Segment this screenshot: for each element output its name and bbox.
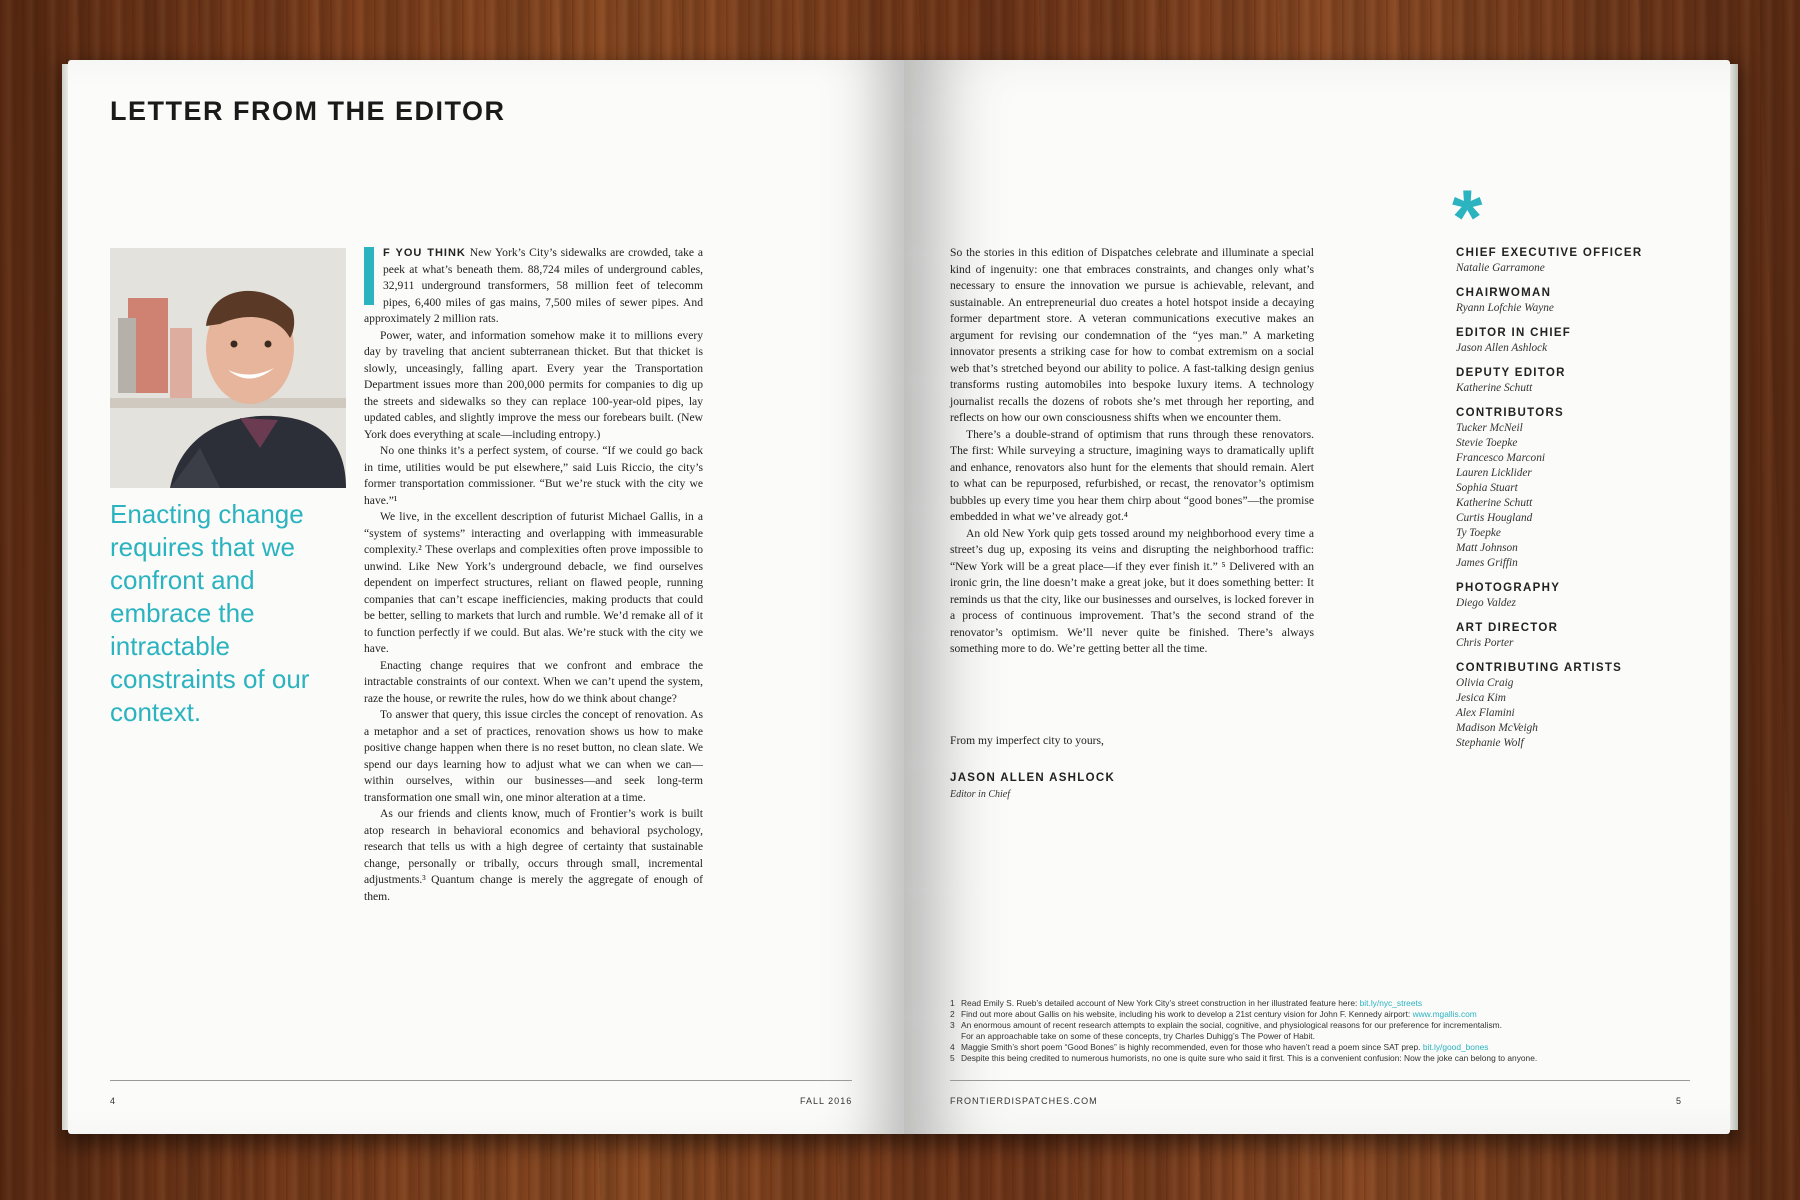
website-label: FRONTIERDISPATCHES.COM [950,1096,1098,1106]
asterisk-icon: * [1452,173,1483,261]
masthead-role: EDITOR IN CHIEF [1456,327,1572,339]
page-number-left: 4 [110,1096,117,1106]
masthead-name: Katherine Schutt [1456,497,1533,509]
footnotes [950,998,1690,1064]
masthead-name: Stephanie Wolf [1456,737,1524,749]
masthead-name: Diego Valdez [1456,597,1516,609]
paragraph-7: As our friends and clients know, much of Frontier’s work is built atop research in behavioral economics and behavioral psychology, research that tells us with a high degree of certainty that sustainable change, personally or tribally, occurs through small, incremental adjustments.³ Quantum change is merely the aggregate of enough of them. [364,807,703,903]
footnote-number: 3 [950,1020,955,1030]
masthead-name: Madison McVeigh [1456,722,1538,734]
masthead-name: Chris Porter [1456,637,1514,649]
masthead-role: CONTRIBUTING ARTISTS [1456,662,1623,674]
masthead-group [1456,621,1696,651]
footnote-number: 5 [950,1053,955,1063]
issue-label: FALL 2016 [800,1096,853,1106]
page-number-right: 5 [1676,1096,1683,1106]
masthead-role: CHIEF EXECUTIVE OFFICER [1456,247,1643,259]
masthead-name: James Griffin [1456,557,1518,569]
paragraph-4: We live, in the excellent description of futurist Michael Gallis, in a “system of systems” interacting and overlapping with immeasurable complexity.² These overlaps and complexities often prove impossible to unwind. Like New York’s underground debacle, we find ourselves dependent on imperfect structures, reliant on flawed people, running companies that can’t escape inefficiencies, making products that could be better, selling to markets that lurch and rumble. We’d remake all of it to function perfectly if we could. But alas. We’re stuck with the city we have. [364,510,703,655]
footnote-text: Maggie Smith’s short poem “Good Bones” is highly recommended, even for those who haven’t read a poem since SAT prep. [961,1042,1423,1052]
footnote [950,998,1690,1009]
masthead-name: Katherine Schutt [1456,382,1533,394]
paragraph-2: Power, water, and information somehow make it to millions every day by traveling that ancient subterranean thicket. But that thicket is slowly, unceasingly, falling apart. Every year the Transportation Department issues more than 200,000 permits for companies to dig up the streets and sidewalks so they can replace 100-year-old pipes, lay updated cables, and slightly improve the mess our forebears built. (New York does everything at scale—including entropy.) [364,328,703,441]
masthead-name: Curtis Hougland [1456,512,1533,524]
footnote-text: Despite this being credited to numerous humorists, no one is quite sure who said it first. This is a convenient confusion: Now the joke can belong to anyone. [961,1053,1538,1063]
masthead-name: Olivia Craig [1456,677,1514,689]
masthead-name: Ryann Lofchie Wayne [1456,302,1554,314]
footnote-text: Find out more about Gallis on his website, including his work to develop a 21st century vision for John F. Kennedy airport: [961,1009,1413,1019]
masthead-group [1456,366,1696,396]
pullquote: Enacting change requires that we confront and embrace the intractable constraints of our context. [110,499,310,727]
paragraph-8: So the stories in this edition of Dispatches celebrate and illuminate a special kind of ingenuity: one that embraces constraints, and changes only what’s necessary to ensure the innovation we pursue is achievable, relevant, and sustainable. An entrepreneurial duo creates a hotel hotspot inside a decaying former department store. A veteran communications executive makes an argument for revising our condemnation of the “yes man.” A marketing innovator presents a striking case for how to combat extremism on a social web that’s stretched beyond our ability to police. A fast-talking design genius transforms rusting automobiles into bespoke luxury items. A technology journalist recalls the dozens of robots she’s met through her reporting, and reflects on how our own consciousness shifts when we encounter them. [950,246,1314,424]
left-page [68,60,904,1134]
signature-name: JASON ALLEN ASHLOCK [950,772,1116,784]
masthead-name: Sophia Stuart [1456,482,1518,494]
masthead-name: Alex Flamini [1456,707,1515,719]
footnote-number: 2 [950,1009,955,1019]
closing-line: From my imperfect city to yours, [950,734,1104,747]
masthead-group [1456,326,1696,356]
masthead-name: Lauren Licklider [1456,467,1532,479]
paragraph-10: An old New York quip gets tossed around my neighborhood every time a street’s dug up, exposing its veins and disrupting the neighborhood traffic: “New York will be a great place—if they ever finish it.” ⁵ Delivered with an ironic grin, the line doesn’t make a great joke, but it does something better: It reminds us that the city, like our businesses and ourselves, is locked forever in a process of continuous improvement. That’s the second strand of the renovator’s optimism. We’ll never quite be finished. There’s always something more to do. We’re getting better all the time. [950,526,1314,655]
paragraph-3: No one thinks it’s a perfect system, of course. “If we could go back in time, utilities would be put elsewhere,” said Luis Riccio, the city’s former transportation commissioner. “But we’re stuck with the city we have.”¹ [364,444,703,507]
masthead-group [1456,246,1696,276]
footnote-number: 4 [950,1042,955,1052]
footnote [950,1042,1690,1053]
footnote-number: 1 [950,998,955,1008]
masthead-name: Tucker McNeil [1456,422,1523,434]
footnote-link[interactable]: bit.ly/good_bones [1422,1042,1489,1052]
signature-title: Editor in Chief [950,789,1010,800]
masthead-role: DEPUTY EDITOR [1456,367,1566,379]
masthead-group [1456,661,1696,751]
footnote-link[interactable]: www.mgallis.com [1412,1009,1477,1019]
masthead-name: Jesica Kim [1456,692,1506,704]
footnote [950,1009,1690,1020]
masthead-role: PHOTOGRAPHY [1456,582,1561,594]
masthead-name: Ty Toepke [1456,527,1501,539]
masthead-name: Natalie Garramone [1456,262,1545,274]
masthead-role: CHAIRWOMAN [1456,287,1552,299]
masthead [1456,246,1696,761]
masthead-group [1456,286,1696,316]
footnote [950,1053,1690,1064]
paragraph-1: F YOU THINK New York’s City’s sidewalks are crowded, take a peek at what’s beneath them. 88,724 miles of underground cables, 32,911 underground transformers, 58 million feet of telecomm pipes, 6,400 miles of gas mains, 7,500 miles of sewer pipes. And approximately 2 million rats. [364,246,704,325]
paragraph-9: There’s a double-strand of optimism that runs through these renovators. The first: While surveying a structure, imagining ways to dramatically uplift and enhance, renovators also hunt for the elements that should remain. Alert to what can be repurposed, refurbished, or recast, the renovator’s optimism bubbles up every time you hear them chirp about “good bones”—the promise embedded in what we’ve already got.⁴ [950,427,1314,523]
footnote-text: Read Emily S. Rueb’s detailed account of New York City’s street construction in her illustrated feature here: [961,998,1360,1008]
footnote [950,1020,1690,1031]
paragraph-5: Enacting change requires that we confront and embrace the intractable constraints of our context. When we can’t upend the system, raze the house, or rewrite the rules, how do we think about change? [364,658,703,705]
footer-rule-right [950,1080,1690,1081]
masthead-group [1456,406,1696,571]
masthead-name: Stevie Toepke [1456,437,1518,449]
drop-cap-bar [364,247,374,305]
footnote [950,1031,1690,1042]
section-title: LETTER FROM THE EDITOR [110,96,506,126]
letter-body-right [950,245,1314,658]
footnote-text: An enormous amount of recent research attempts to explain the social, cognitive, and physiological reasons for our preference for incrementalism. [961,1020,1502,1030]
masthead-role: CONTRIBUTORS [1456,407,1565,419]
footnote-text: For an approachable take on some of these concepts, try Charles Duhigg’s The Power of Habit. [961,1031,1315,1041]
masthead-name: Jason Allen Ashlock [1456,342,1548,354]
paragraph-6: To answer that query, this issue circles the concept of renovation. As a metaphor and a set of practices, renovation shows us how to make positive change happen when there is no reset button, no clean slate. We spend our days learning how to adjust what we can when we can—within ourselves, within our businesses—and seek long-term transformation one small win, one minor alteration at a time. [364,708,703,804]
editor-portrait [110,248,346,488]
letter-body-left [364,245,703,905]
footnote-number [950,1031,961,1042]
masthead-name: Francesco Marconi [1456,452,1545,464]
right-page [904,60,1730,1134]
masthead-role: ART DIRECTOR [1456,622,1559,634]
masthead-group [1456,581,1696,611]
lead-in: F YOU THINK [383,247,466,259]
footnote-link[interactable]: bit.ly/nyc_streets [1359,998,1423,1008]
footer-rule [110,1080,852,1081]
masthead-name: Matt Johnson [1456,542,1518,554]
